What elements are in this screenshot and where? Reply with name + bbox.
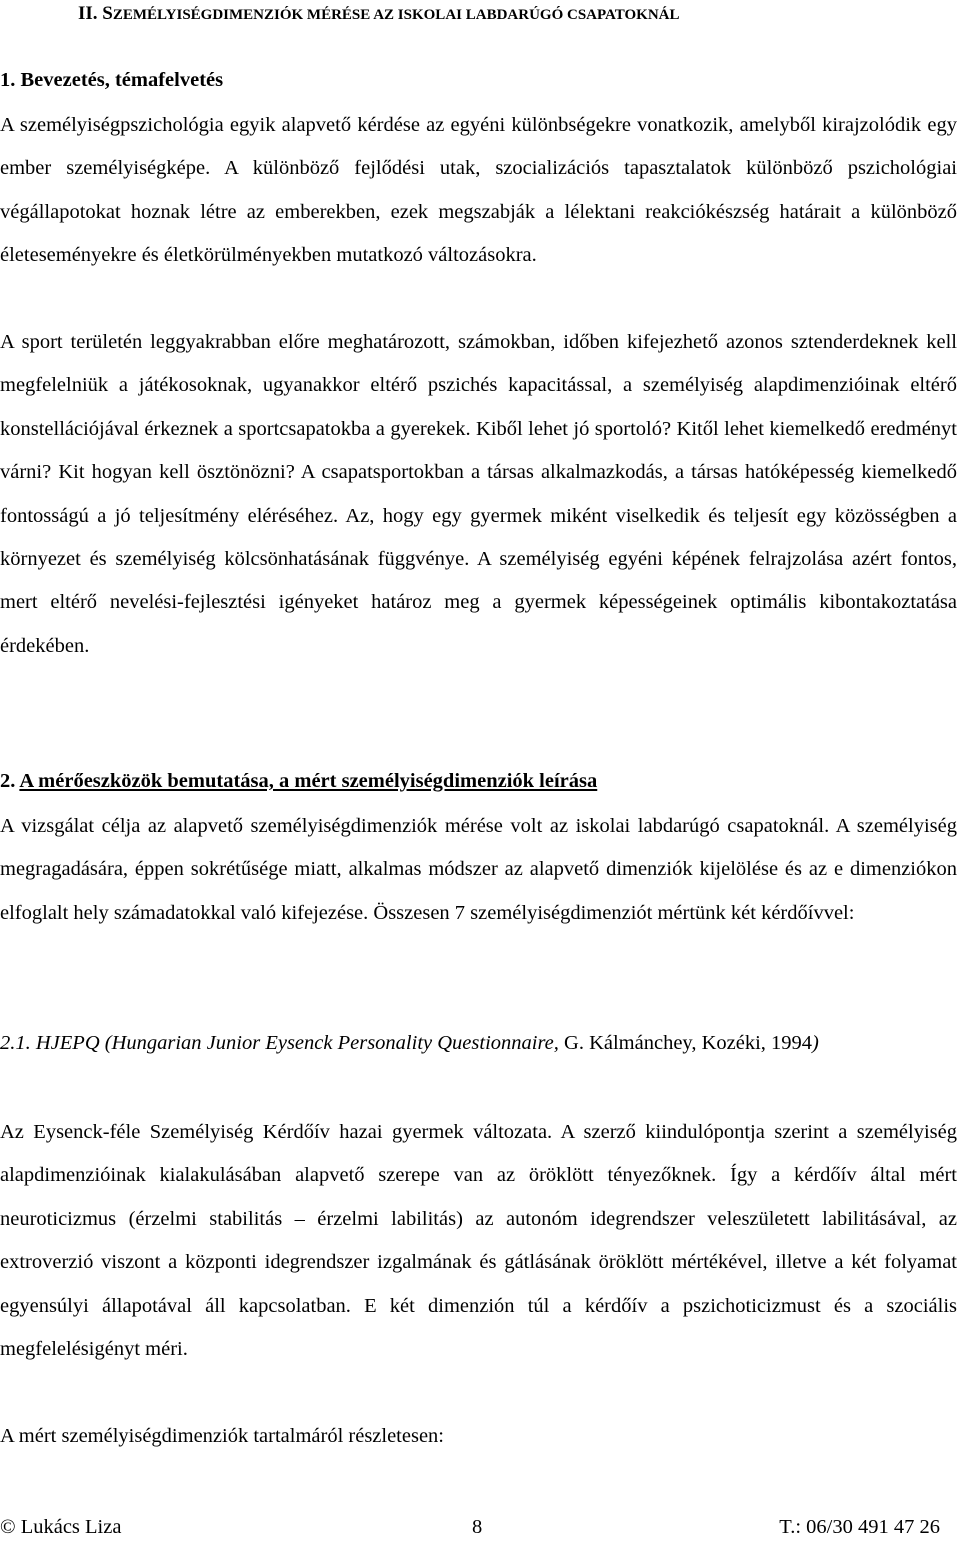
section-1-heading: 1. Bevezetés, témafelvetés [0, 69, 224, 91]
subsection-2-1-paragraph-2: A mért személyiségdimenziók tartalmáról részletesen: [0, 1425, 445, 1447]
section-2-paragraph-1: A vizsgálat célja az alapvető személyiségdimenziók mérése volt az iskolai labdarúgó csapatoknál. A személyiség megragadására, éppen sokrétűsége miatt, alkalmas módszer az alapvető dimenziók kijelölése és az e dimenziókon elfoglalt hely számadatokkal való kifejezése. Összesen 7 személyiségdimenziót mértünk két kérdőívvel: [0, 815, 957, 924]
footer-phone: T.: 06/30 491 47 26 [779, 1516, 940, 1538]
chapter-title [78, 3, 680, 25]
subsection-2-1-heading-authors: G. Kálmánchey, Kozéki, 1994 [558, 1032, 813, 1054]
section-1-paragraph-2: A sport területén leggyakrabban előre meghatározott, számokban, időben kifejezhető azonos sztenderdeknek kell megfelelniük a játékosoknak, ugyanakkor eltérő pszichés kapacitással, a személyiség alapdimenzióinak eltérő konstellációjával érkeznek a sportcsapatokba a gyerekek. Kiből lehet jó sportoló? Kitől lehet kiemelkedő eredményt várni? Kit hogyan kell ösztönözni? A csapatsportokban a társas alkalmazkodás, a társas hatóképesség kiemelkedő fontosságú a jó teljesítmény eléréséhez. Az, hogy egy gyermek miként viselkedik és teljesít egy közösségben a környezet és személyiség kölcsönhatásának függvénye. A személyiség egyéni képének felrajzolása azért fontos, mert eltérő nevelési-fejlesztési igényeket határoz meg a gyermek képességeinek optimális kibontakoztatása érdekében. [0, 331, 957, 657]
footer-author: © Lukács Liza [0, 1516, 122, 1538]
subsection-2-1-heading [0, 1022, 957, 1065]
subsection-2-1-paragraph-1: Az Eysenck-féle Személyiség Kérdőív hazai gyermek változata. A szerző kiindulópontja szerint a személyiség alapdimenzióinak kialakulásában alapvető szerepe van az öröklött tényezőknek. Így a kérdőív által mért neuroticizmus (érzelmi stabilitás – érzelmi labilitás) az autonóm idegrendszer veleszületett labilitásával, az extroverzió viszont a központi idegrendszer izgalmának és gátlásának öröklött mértékével, illetve a két folyamat egyensúlyi állapotával áll kapcsolatban. E két dimenzión túl a kérdőív a pszichoticizmust és a szociális megfelelésigényt méri. [0, 1121, 957, 1361]
footer-page-number: 8 [472, 1516, 483, 1538]
subsection-2-1-heading-close: ) [812, 1032, 819, 1054]
chapter-title-rest: ZEMÉLYISÉGDIMENZIÓK MÉRÉSE AZ ISKOLAI LABDARÚGÓ CSAPATOKNÁL [112, 7, 680, 23]
page-footer [0, 1516, 940, 1546]
section-2-heading [0, 770, 597, 793]
subsection-2-1-heading-italic: 2.1. HJEPQ (Hungarian Junior Eysenck Personality Questionnaire, [0, 1032, 559, 1054]
chapter-title-prefix: II. S [78, 3, 113, 24]
section-2-heading-text: A mérőeszközök bemutatása, a mért személyiségdimenziók leírása [19, 770, 598, 792]
section-1-paragraph-1: A személyiségpszichológia egyik alapvető kérdése az egyéni különbségekre vonatkozik, amelyből kirajzolódik egy ember személyiségképe. A különböző fejlődési utak, szocializációs tapasztalatok különböző pszichológiai végállapotokat hoznak létre az emberekben, ezek megszabják a lélektani reakciókészség határait a különböző életeseményekre és életkörülményekben mutatkozó változásokra. [0, 114, 957, 267]
section-2-heading-number: 2. [0, 770, 20, 792]
